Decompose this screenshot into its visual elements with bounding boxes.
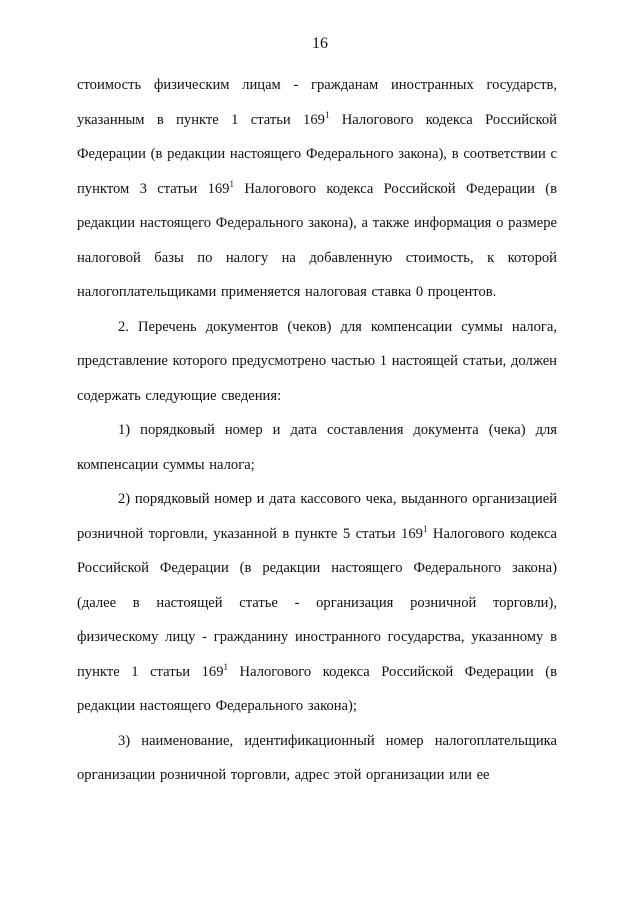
- paragraph-3: 1) порядковый номер и дата составления документа (чека) для компенсации суммы налога;: [77, 422, 557, 473]
- paragraph-4-part-c: Налогового кодекса Российской Федерации (в редакции настоящего Федерального закона);: [77, 663, 557, 714]
- page-number: 16: [312, 35, 328, 52]
- paragraph-4-part-a: 2) порядковый номер и дата кассового чека, выданного организацией розничной торговли, указанной в пункте 5 статьи 169: [77, 491, 557, 542]
- paragraph-4: [77, 482, 557, 724]
- paragraph-1-part-c: Налогового кодекса Российской Федерации (в редакции настоящего Федерального закона), а также информация о размере налоговой базы по налогу на добавленную стоимость, к которой налогоплательщиками применяется налоговая ставка 0 процентов.: [77, 180, 557, 300]
- document-body: [77, 68, 557, 793]
- paragraph-5: 3) наименование, идентификационный номер налогоплательщика организации розничной торговли, адрес этой организации или ее: [77, 732, 557, 783]
- superscript: 1: [223, 661, 228, 672]
- paragraph-1-part-a: стоимость физическим лицам - гражданам иностранных государств, указанным в пункте 1 статьи 169: [77, 77, 557, 128]
- superscript: 1: [229, 178, 234, 189]
- paragraph-1: [77, 68, 557, 310]
- paragraph-2: 2. Перечень документов (чеков) для компенсации суммы налога, представление которого предусмотрено частью 1 настоящей статьи, должен содержать следующие сведения:: [77, 318, 557, 404]
- paragraph-1-part-b: Налогового кодекса Российской Федерации (в редакции настоящего Федерального закона), в соответствии с пунктом 3 статьи 169: [77, 111, 557, 197]
- superscript: 1: [422, 523, 428, 534]
- paragraph-4-part-b: Налогового кодекса Российской Федерации (в редакции настоящего Федерального закона) (далее в настоящей статье - организация розничной торговли), физическому лицу - гражданину иностранного государства, указанному в пункте 1 статьи 169: [77, 525, 557, 680]
- superscript: 1: [324, 109, 330, 120]
